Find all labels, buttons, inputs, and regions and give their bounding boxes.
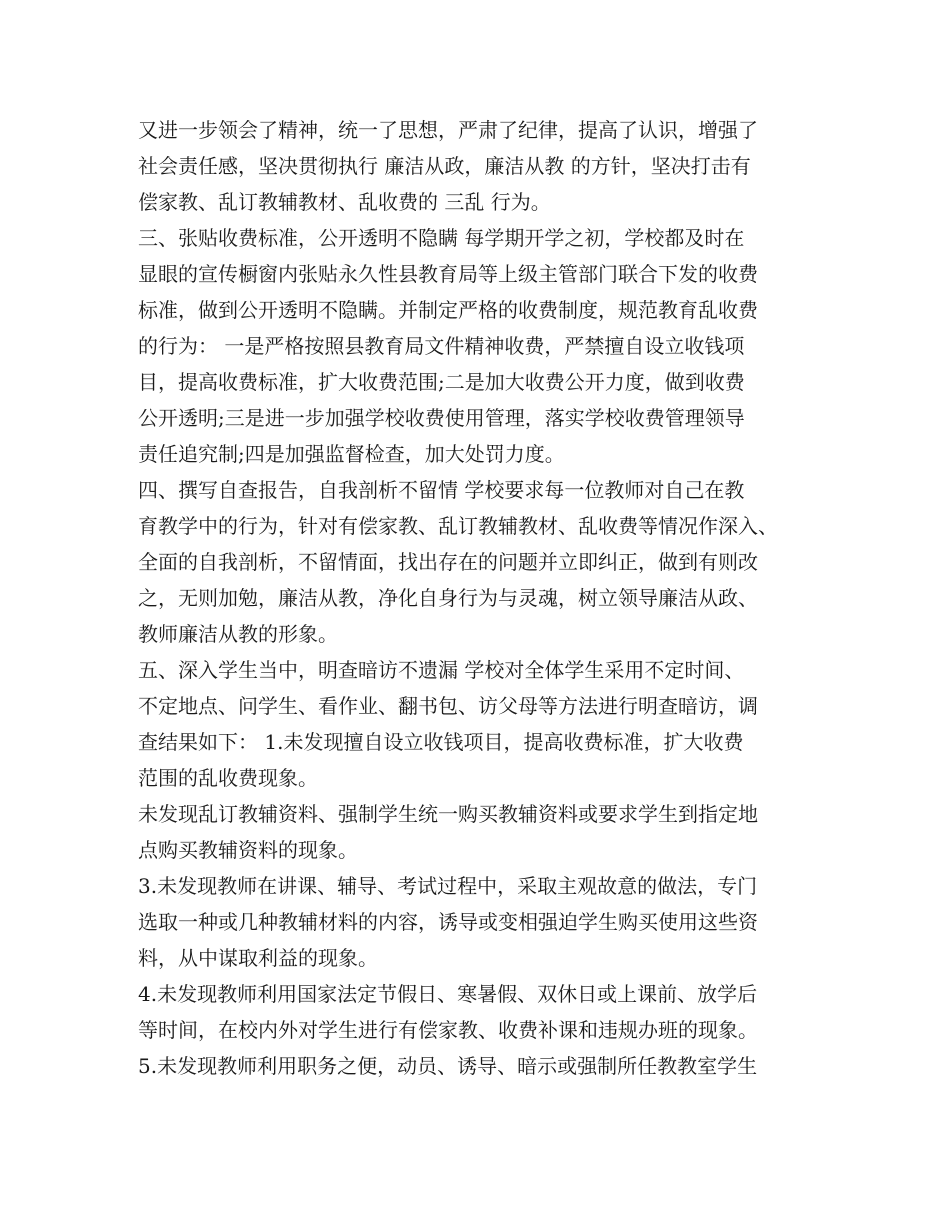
text-line: 3.未发现教师在讲课、辅导、考试过程中，采取主观故意的做法，专门 bbox=[138, 874, 758, 898]
text-line: 之，无则加勉，廉洁从教，净化自身行为与灵魂，树立领导廉洁从政、 bbox=[138, 586, 758, 610]
text-line: 社会责任感，坚决贯彻执行 廉洁从政，廉洁从教 的方针，坚决打击有 bbox=[138, 154, 751, 178]
text-line: 又进一步领会了精神，统一了思想，严肃了纪律，提高了认识，增强了 bbox=[138, 118, 758, 142]
text-line: 4.未发现教师利用国家法定节假日、寒暑假、双休日或上课前、放学后 bbox=[138, 982, 758, 1006]
text-line: 四、撰写自查报告，自我剖析不留情 学校要求每一位教师对自己在教 bbox=[138, 478, 745, 502]
text-line: 未发现乱订教辅资料、强制学生统一购买教辅资料或要求学生到指定地 bbox=[138, 802, 758, 826]
text-line: 范围的乱收费现象。 bbox=[138, 766, 318, 790]
text-line: 五、深入学生当中，明查暗访不遗漏 学校对全体学生采用不定时间、 bbox=[138, 658, 745, 682]
text-line: 责任追究制;四是加强监督检查，加大处罚力度。 bbox=[138, 442, 565, 466]
text-line: 选取一种或几种教辅材料的内容，诱导或变相强迫学生购买使用这些资 bbox=[138, 910, 758, 934]
text-line: 公开透明;三是进一步加强学校收费使用管理，落实学校收费管理领导 bbox=[138, 406, 745, 430]
text-line: 不定地点、问学生、看作业、翻书包、访父母等方法进行明查暗访，调 bbox=[138, 694, 758, 718]
text-line: 偿家教、乱订教辅教材、乱收费的 三乱 行为。 bbox=[138, 190, 551, 214]
text-line: 目，提高收费标准，扩大收费范围;二是加大收费公开力度，做到收费 bbox=[138, 370, 745, 394]
text-line: 标准，做到公开透明不隐瞒。并制定严格的收费制度，规范教育乱收费 bbox=[138, 298, 758, 322]
text-line: 等时间，在校内外对学生进行有偿家教、收费补课和违规办班的现象。 bbox=[138, 1018, 758, 1042]
text-line: 全面的自我剖析，不留情面，找出存在的问题并立即纠正，做到有则改 bbox=[138, 550, 758, 574]
text-line: 点购买教辅资料的现象。 bbox=[138, 838, 358, 862]
text-line: 5.未发现教师利用职务之便，动员、诱导、暗示或强制所任教教室学生 bbox=[138, 1054, 758, 1078]
text-line: 教师廉洁从教的形象。 bbox=[138, 622, 338, 646]
text-line: 三、张贴收费标准，公开透明不隐瞒 每学期开学之初，学校都及时在 bbox=[138, 226, 745, 250]
text-line: 查结果如下： 1.未发现擅自设立收钱项目，提高收费标准，扩大收费 bbox=[138, 730, 744, 754]
text-line: 料，从中谋取利益的现象。 bbox=[138, 946, 378, 970]
text-line: 的行为： 一是严格按照县教育局文件精神收费，严禁擅自设立收钱项 bbox=[138, 334, 745, 358]
text-line: 育教学中的行为，针对有偿家教、乱订教辅教材、乱收费等情况作深入、 bbox=[138, 514, 778, 538]
document-body bbox=[138, 112, 820, 1084]
text-line: 显眼的宣传橱窗内张贴永久性县教育局等上级主管部门联合下发的收费 bbox=[138, 262, 758, 286]
